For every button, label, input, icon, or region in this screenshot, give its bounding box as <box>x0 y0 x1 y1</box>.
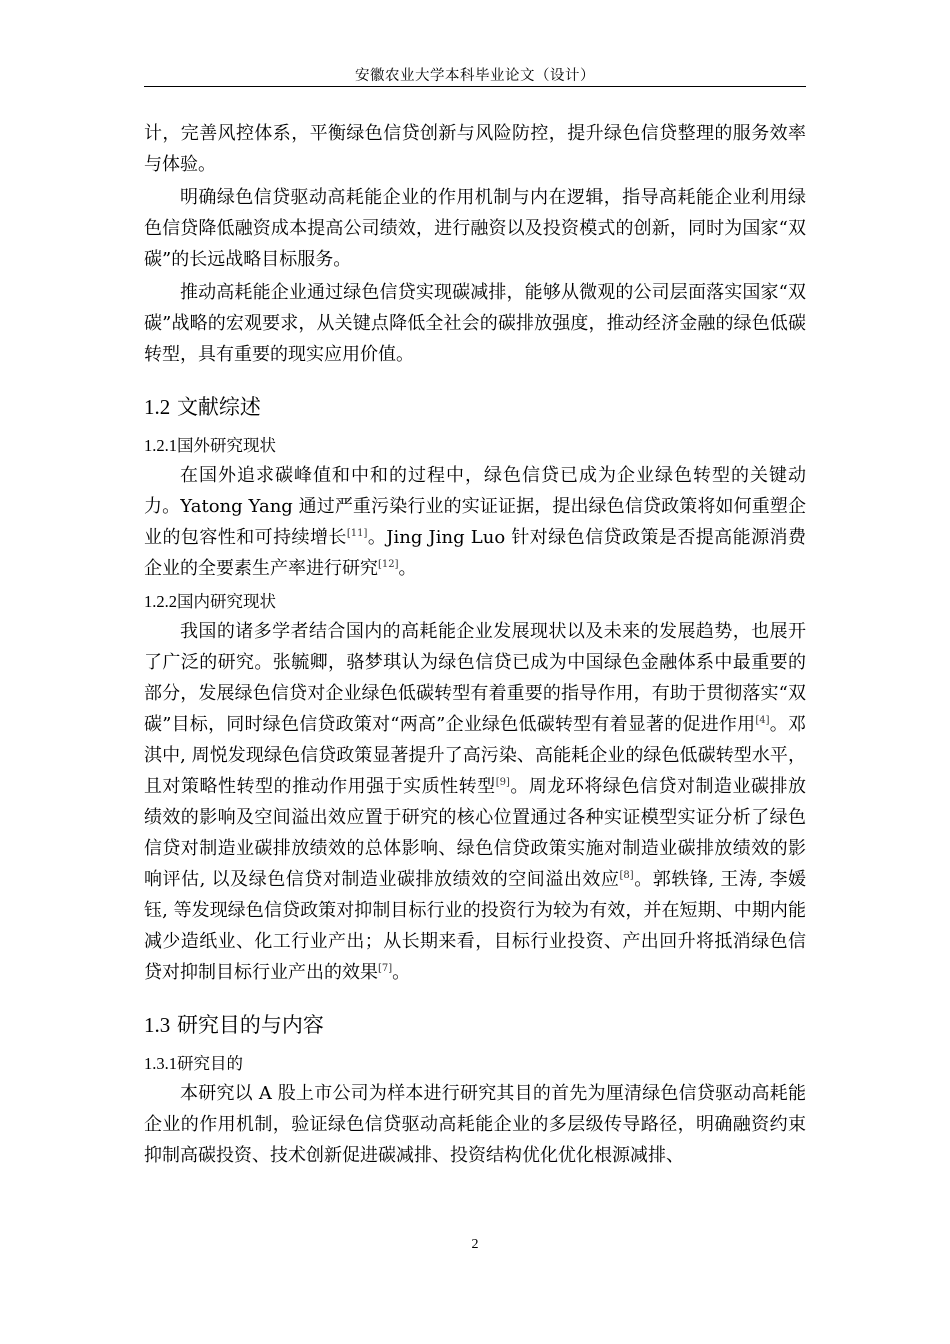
page-number: 2 <box>471 1237 479 1252</box>
section-number: 1.3 <box>144 1013 171 1037</box>
subsection-number: 1.2.1 <box>144 436 177 455</box>
text-run: 我国的诸多学者结合国内的高耗能企业发展现状以及未来的发展趋势，也展开了广泛的研究。张毓卿，骆梦琪认为绿色信贷已成为中国绿色金融体系中最重要的部分，发展绿色信贷对企业绿色低碳转型有着重要的指导作用，有助于贯彻落实“双碳”目标，同时绿色信贷政策对“两高”企业绿色低碳转型有着显著的促进作用 <box>144 621 806 735</box>
header-divider <box>144 86 806 87</box>
citation-ref: [7] <box>378 963 393 974</box>
citation-ref: [11] <box>346 528 368 539</box>
paragraph-research-purpose: 本研究以 A 股上市公司为样本进行研究其目的首先为厘清绿色信贷驱动高耗能企业的作用机制，验证绿色信贷驱动高耗能企业的多层级传导路径，明确融资约束抑制高碳投资、技术创新促进碳减排、投资结构优化优化根源减排、 <box>144 1083 806 1166</box>
page-body <box>144 118 806 1171</box>
subsection-heading-1-2-2 <box>144 590 806 614</box>
subsection-number: 1.3.1 <box>144 1054 177 1073</box>
section-title: 研究目的与内容 <box>176 1013 324 1037</box>
text-run: 。Jing Jing Luo 针对绿色信贷政策是否提高能源消费企业的全要素生产率进行研究 <box>144 527 806 579</box>
paragraph-mechanism: 明确绿色信贷驱动高耗能企业的作用机制与内在逻辑，指导高耗能企业利用绿色信贷降低融资成本提高公司绩效，进行融资以及投资模式的创新，同时为国家“双碳”的长远战略目标服务。 <box>144 187 806 270</box>
running-header: 安徽农业大学本科毕业论文（设计） <box>355 68 595 84</box>
subsection-title: 国外研究现状 <box>177 436 276 455</box>
section-title: 文献综述 <box>176 395 261 419</box>
text-run: 。 <box>398 558 417 579</box>
section-heading-1-3 <box>144 1010 806 1040</box>
subsection-heading-1-2-1 <box>144 434 806 458</box>
subsection-heading-1-3-1 <box>144 1052 806 1076</box>
text-run: 。周龙环将绿色信贷对制造业碳排放绩效的影响及空间溢出效应置于研究的核心位置通过各种实证模型实证分析了绿色信贷对制造业碳排放绩效的总体影响、绿色信贷政策实施对制造业碳排放绩效的影响评估, 以及绿色信贷对制造业碳排放绩效的空间溢出效应 <box>144 776 807 890</box>
paragraph-domestic-research <box>144 616 806 988</box>
text-run: 在国外追求碳峰值和中和的过程中，绿色信贷已成为企业绿色转型的关键动力。Yatong Yang 通过严重污染行业的实证证据，提出绿色信贷政策将如何重塑企业的包容性和可持续增长 <box>144 465 806 548</box>
paragraph-foreign-research <box>144 460 806 584</box>
text-run: 。 <box>392 962 411 983</box>
citation-ref: [4] <box>755 715 770 726</box>
text-run: 。邓淇中, 周悦发现绿色信贷政策显著提升了高污染、高能耗企业的绿色低碳转型水平，且对策略性转型的推动作用强于实质性转型 <box>144 714 807 797</box>
subsection-number: 1.2.2 <box>144 592 177 611</box>
section-number: 1.2 <box>144 395 171 419</box>
citation-ref: [12] <box>378 559 399 570</box>
citation-ref: [9] <box>495 777 510 788</box>
text-run: 。郭轶锋, 王涛, 李媛钰, 等发现绿色信贷政策对抑制目标行业的投资行为较为有效，并在短期、中期内能减少造纸业、化工行业产出；从长期来看，目标行业投资、产出回升将抵消绿色信贷对抑制目标行业产出的效果 <box>144 869 806 983</box>
paragraph-continued: 计，完善风控体系，平衡绿色信贷创新与风险防控，提升绿色信贷整理的服务效率与体验。 <box>144 123 806 175</box>
citation-ref: [8] <box>619 870 634 881</box>
paragraph-practical-value: 推动高耗能企业通过绿色信贷实现碳减排，能够从微观的公司层面落实国家“双碳”战略的宏观要求，从关键点降低全社会的碳排放强度，推动经济金融的绿色低碳转型，具有重要的现实应用价值。 <box>144 282 806 365</box>
subsection-title: 国内研究现状 <box>177 592 276 611</box>
section-heading-1-2 <box>144 392 806 422</box>
subsection-title: 研究目的 <box>177 1054 243 1073</box>
